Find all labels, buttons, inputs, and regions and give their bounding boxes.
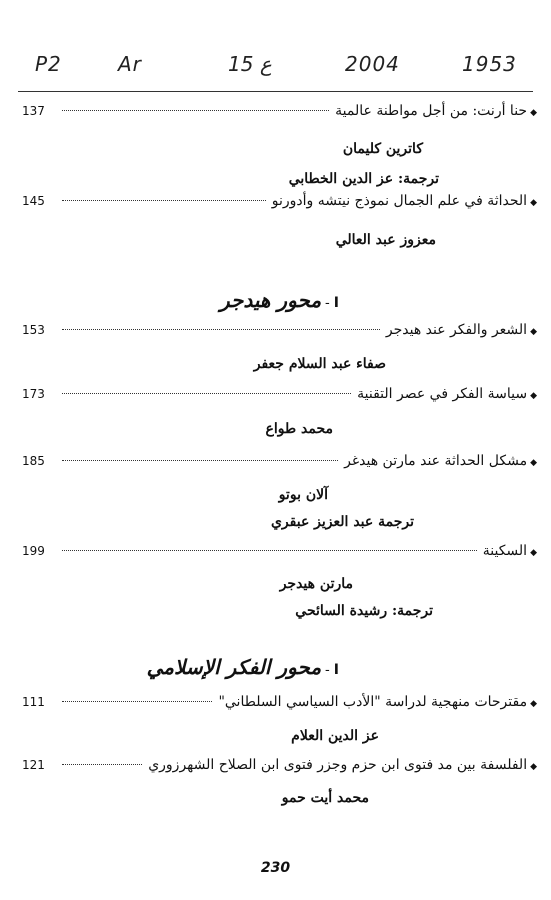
dot-leader: [62, 329, 380, 330]
section-title: محور الفكر الإسلامي: [146, 655, 322, 679]
bullet-icon: ◆: [530, 699, 537, 709]
bullet-icon: ◆: [530, 198, 537, 208]
entry-author: آلان بوتو: [278, 487, 328, 503]
entry-title: [272, 193, 537, 209]
bullet-icon: ◆: [530, 548, 537, 558]
toc-entry: [22, 543, 537, 563]
handwritten-note-4: 2004: [345, 52, 400, 76]
handwritten-note-3: 15 ع: [228, 52, 272, 76]
section-heading: I-محور الفكر الإسلامي: [146, 655, 339, 679]
entry-author: محمد أيت حمو: [281, 790, 369, 806]
toc-entry: [22, 322, 537, 342]
entry-author: صفاء عبد السلام جعفر: [253, 356, 386, 372]
dot-leader: [62, 393, 351, 394]
entry-author: معزوز عبد العالي: [335, 232, 436, 248]
entry-page: 137: [22, 104, 45, 118]
bullet-icon: ◆: [530, 458, 537, 468]
entry-page: 145: [22, 194, 45, 208]
handwritten-note-2: Ar: [118, 52, 142, 76]
section-numeral: I: [333, 295, 339, 311]
dot-leader: [62, 701, 212, 702]
entry-title: [148, 757, 537, 773]
entry-title: [386, 322, 537, 338]
entry-title-text: حنا أرنت: من أجل مواطنة عالمية: [335, 103, 528, 119]
handwritten-note-1: P2: [35, 52, 62, 76]
entry-translator: ترجمة: عز الدين الخطابي: [288, 171, 439, 187]
toc-entry: [22, 694, 537, 714]
handwritten-note-5: 1953: [462, 52, 517, 76]
entry-title-text: الفلسفة بين مد فتوى ابن حزم وجزر فتوى ابن الصلاح الشهرزوري: [148, 757, 528, 773]
entry-title: [218, 694, 537, 710]
section-title: محور هيدجر: [219, 288, 322, 312]
entry-title: [335, 103, 537, 119]
entry-translator: ترجمة عبد العزيز عبقري: [270, 514, 414, 530]
bullet-icon: ◆: [530, 762, 537, 772]
bullet-icon: ◆: [530, 327, 537, 337]
bullet-icon: ◆: [530, 108, 537, 118]
section-heading: I-محور هيدجر: [219, 288, 339, 312]
entry-page: 121: [22, 758, 45, 772]
entry-title-text: سياسة الفكر في عصر التقنية: [357, 386, 528, 402]
toc-entry: [22, 103, 537, 123]
dot-leader: [62, 764, 142, 765]
bullet-icon: ◆: [530, 391, 537, 401]
dot-leader: [62, 550, 477, 551]
header-rule: [18, 91, 533, 92]
entry-title-text: مشكل الحداثة عند مارتن هيدغر: [344, 453, 528, 469]
toc-entry: [22, 193, 537, 213]
entry-page: 153: [22, 323, 45, 337]
entry-title: [483, 543, 537, 559]
entry-translator: ترجمة: رشيدة السائحي: [295, 603, 433, 619]
toc-entry: [22, 757, 537, 777]
entry-title-text: الحداثة في علم الجمال نموذج نيتشه وأدورنو: [271, 193, 528, 209]
toc-entry: [22, 453, 537, 473]
entry-title-text: السكينة: [482, 543, 528, 559]
entry-author: مارتن هيدجر: [279, 576, 353, 592]
entry-page: 199: [22, 544, 45, 558]
entry-title-text: مقترحات منهجية لدراسة "الأدب السياسي السلطاني": [218, 694, 528, 710]
dot-leader: [62, 200, 266, 201]
entry-title: [357, 386, 537, 402]
page-number: 230: [260, 860, 291, 876]
entry-title: [344, 453, 537, 469]
section-numeral: I: [333, 662, 339, 678]
entry-page: 111: [22, 695, 45, 709]
dot-leader: [62, 110, 329, 111]
entry-page: 173: [22, 387, 45, 401]
entry-author: كاترين كليمان: [342, 141, 423, 157]
toc-entry: [22, 386, 537, 406]
dot-leader: [62, 460, 338, 461]
entry-author: عز الدين العلام: [291, 728, 379, 744]
entry-page: 185: [22, 454, 45, 468]
entry-author: محمد طواع: [265, 421, 333, 437]
entry-title-text: الشعر والفكر عند هيدجر: [385, 322, 528, 338]
